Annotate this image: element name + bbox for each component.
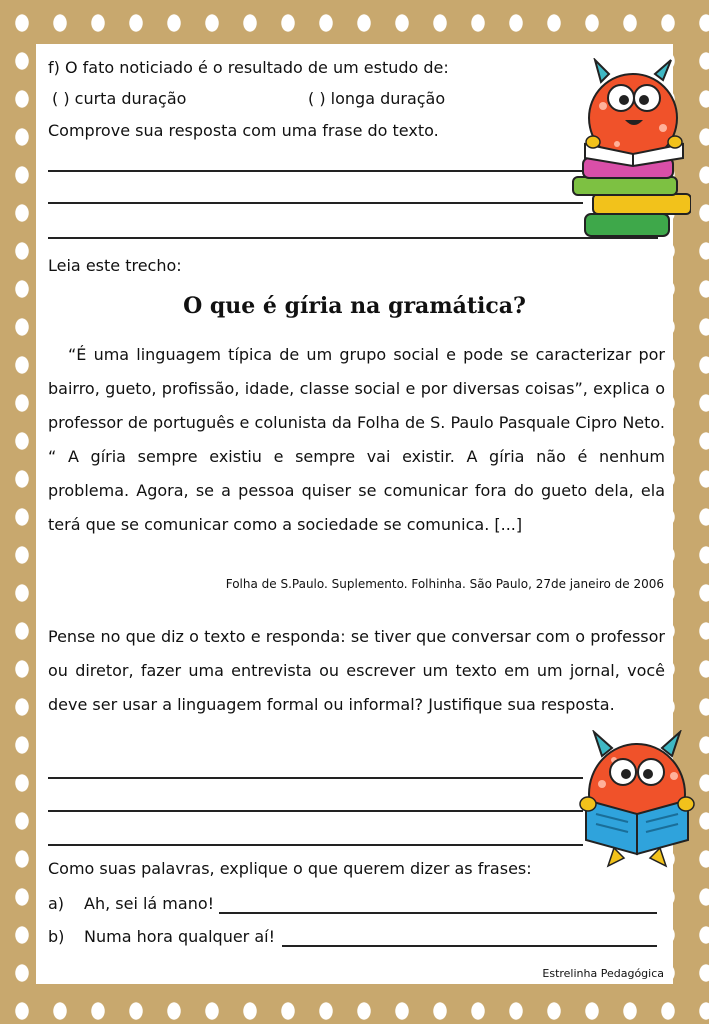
answer-line[interactable] <box>48 777 583 779</box>
question-formal-prompt: Pense no que diz o texto e responda: se tiver que conversar com o professor ou diretor, fazer uma entrevista ou escrever um texto em um jornal, você deve ser usar a linguagem formal ou informal? Justifique sua resposta. <box>48 627 665 714</box>
excerpt-intro: Leia este trecho: <box>48 256 182 275</box>
monster-reading-illustration <box>578 730 696 870</box>
monster-on-books-illustration <box>571 58 691 240</box>
option-long-duration[interactable]: ( ) longa duração <box>308 89 446 108</box>
item-b-text: Numa hora qualquer aí! <box>84 927 275 946</box>
question-phrases-prompt: Como suas palavras, explique o que querem dizer as frases: <box>48 859 532 878</box>
excerpt-title: O que é gíria na gramática? <box>183 293 526 319</box>
item-a-text: Ah, sei lá mano! <box>84 894 215 913</box>
answer-line[interactable] <box>48 810 583 812</box>
answer-line[interactable] <box>48 170 583 172</box>
answer-line[interactable] <box>48 237 658 239</box>
option-short-duration[interactable]: ( ) curta duração <box>52 89 187 108</box>
answer-line-a[interactable] <box>219 912 657 914</box>
excerpt-source: Folha de S.Paulo. Suplemento. Folhinha. São Paulo, 27de janeiro de 2006 <box>225 577 664 591</box>
question-f-instruction: Comprove sua resposta com uma frase do texto. <box>48 121 439 140</box>
worksheet-page <box>36 44 673 984</box>
item-a-letter: a) <box>48 894 65 913</box>
item-b-letter: b) <box>48 927 65 946</box>
excerpt-body: “É uma linguagem típica de um grupo social e pode se caracterizar por bairro, gueto, profissão, idade, classe social e por diversas coisas”, explica o professor de português e colunista da Folha de S. Paulo Pasquale Cipro Neto. “ A gíria sempre existiu e sempre vai existir. A gíria não é nenhum problema. Agora, se a pessoa quiser se comunicar fora do gueto dela, ela terá que se comunicar como a sociedade se comunica. [...] <box>48 345 665 534</box>
answer-line[interactable] <box>48 844 583 846</box>
answer-line-b[interactable] <box>282 945 657 947</box>
question-f-prompt: f) O fato noticiado é o resultado de um estudo de: <box>48 58 449 77</box>
footer-brand: Estrelinha Pedagógica <box>542 967 664 980</box>
answer-line[interactable] <box>48 202 583 204</box>
